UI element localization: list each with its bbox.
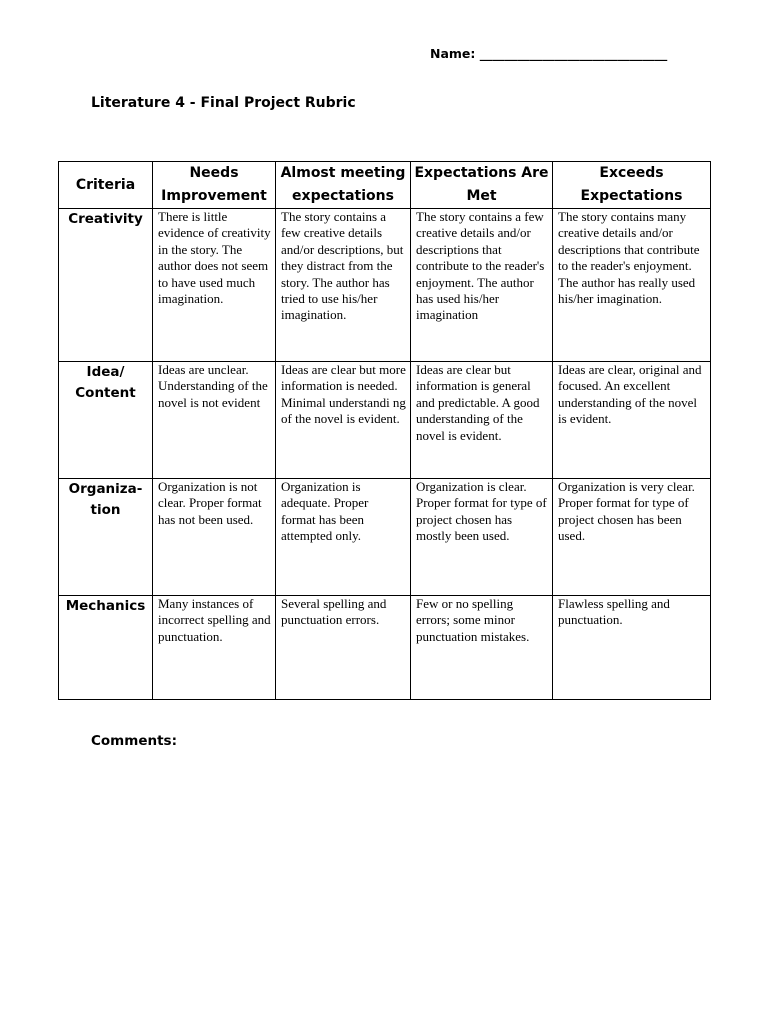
criterion-idea-content: Idea/ Content <box>59 362 153 479</box>
rubric-cell: There is little evidence of creativity in the story. The author does not seem to have used much imagination. <box>153 209 276 362</box>
rubric-table <box>58 161 711 700</box>
rubric-cell: Organization is adequate. Proper format has been attempted only. <box>276 479 411 596</box>
rubric-cell: Ideas are clear but more information is needed. Minimal understandi ng of the novel is evident. <box>276 362 411 479</box>
criterion-creativity: Creativity <box>59 209 153 362</box>
rubric-cell: Flawless spelling and punctuation. <box>553 596 711 700</box>
rubric-cell: The story contains many creative details and/or descriptions that contribute to the reader's enjoyment. The author has really used his/her imagination. <box>553 209 711 362</box>
rubric-row-organization <box>59 479 711 596</box>
name-field-label: Name: ______________________________ <box>430 46 668 61</box>
rubric-cell: Organization is not clear. Proper format has not been used. <box>153 479 276 596</box>
column-header-exceeds: Exceeds Expectations <box>553 162 711 209</box>
rubric-cell: Organization is clear. Proper format for type of project chosen has mostly been used. <box>411 479 553 596</box>
criterion-mechanics: Mechanics <box>59 596 153 700</box>
rubric-row-creativity <box>59 209 711 362</box>
rubric-cell: Ideas are unclear. Understanding of the novel is not evident <box>153 362 276 479</box>
rubric-cell: Few or no spelling errors; some minor punctuation mistakes. <box>411 596 553 700</box>
rubric-header-row <box>59 162 711 209</box>
rubric-cell: Several spelling and punctuation errors. <box>276 596 411 700</box>
criterion-organization: Organiza- tion <box>59 479 153 596</box>
rubric-cell: Ideas are clear, original and focused. An excellent understanding of the novel is evident. <box>553 362 711 479</box>
comments-label: Comments: <box>91 733 177 749</box>
column-header-expectations-met: Expectations Are Met <box>411 162 553 209</box>
rubric-cell: The story contains a few creative details and/or descriptions, but they distract from the story. The author has tried to use his/her imagination. <box>276 209 411 362</box>
column-header-criteria: Criteria <box>59 162 153 209</box>
rubric-cell: Organization is very clear. Proper format for type of project chosen has been used. <box>553 479 711 596</box>
column-header-needs-improvement: Needs Improvement <box>153 162 276 209</box>
rubric-row-idea-content <box>59 362 711 479</box>
column-header-almost-meeting: Almost meeting expectations <box>276 162 411 209</box>
rubric-cell: The story contains a few creative details and/or descriptions that contribute to the reader's enjoyment. The author has used his/her imagination <box>411 209 553 362</box>
document-title: Literature 4 - Final Project Rubric <box>91 95 356 111</box>
rubric-cell: Ideas are clear but information is general and predictable. A good understanding of the novel is evident. <box>411 362 553 479</box>
rubric-row-mechanics <box>59 596 711 700</box>
rubric-cell: Many instances of incorrect spelling and punctuation. <box>153 596 276 700</box>
